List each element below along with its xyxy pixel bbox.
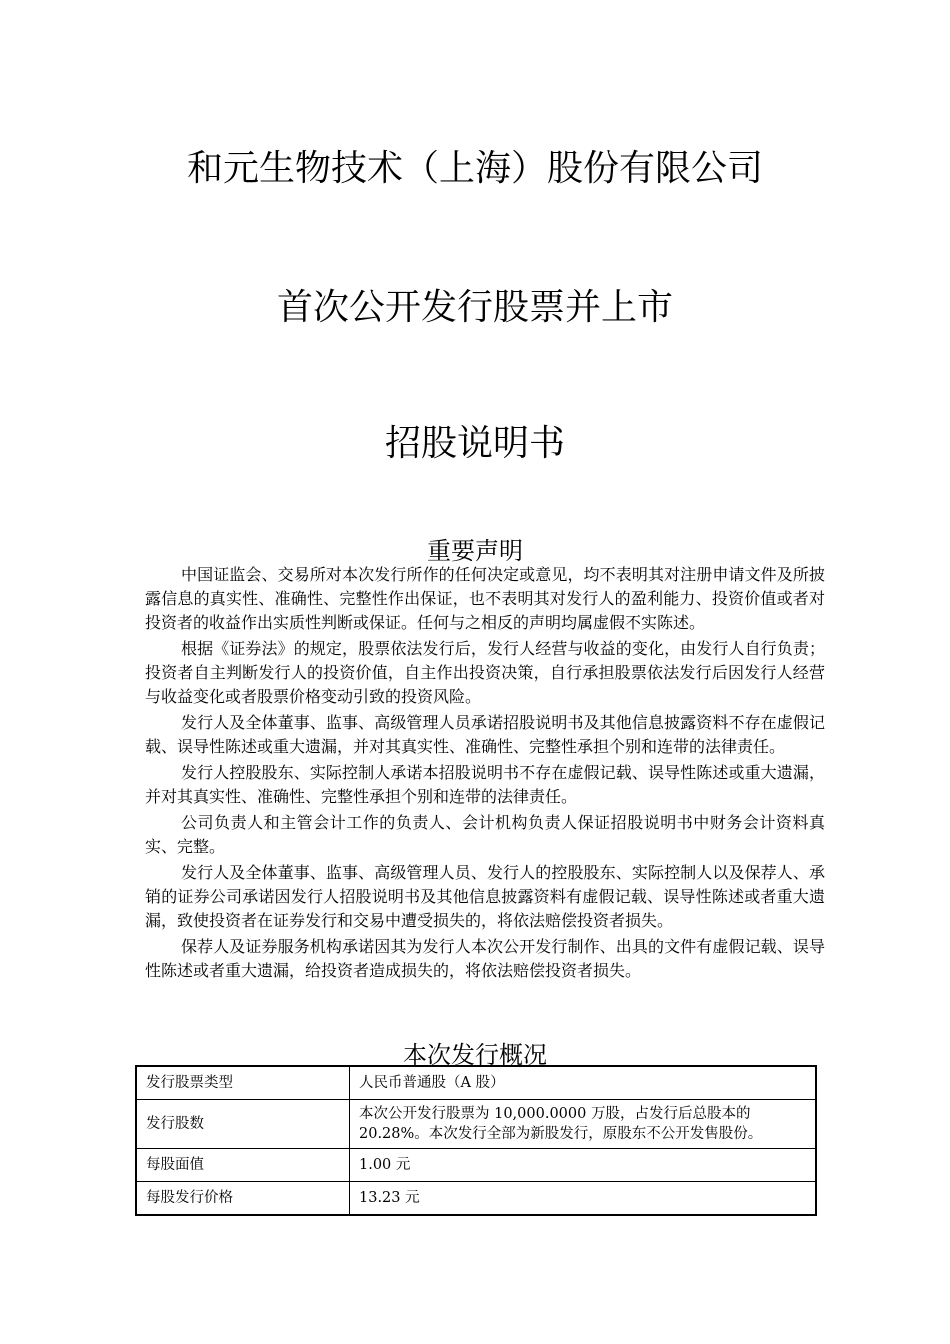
table-label-cell: 每股面值 [136, 1149, 350, 1182]
overview-heading: 本次发行概况 [403, 1041, 547, 1069]
table-value-cell: 1.00 元 [350, 1149, 817, 1182]
table-value-cell: 13.23 元 [350, 1182, 817, 1216]
table-row [136, 1182, 816, 1216]
declaration-paragraph: 发行人控股股东、实际控制人承诺本招股说明书不存在虚假记载、误导性陈述或重大遗漏，并对其真实性、准确性、完整性承担个别和连带的法律责任。 [145, 763, 825, 806]
table-label-cell: 发行股票类型 [136, 1066, 350, 1100]
table-label-cell: 每股发行价格 [136, 1182, 350, 1216]
declaration-paragraph: 发行人及全体董事、监事、高级管理人员承诺招股说明书及其他信息披露资料不存在虚假记载、误导性陈述或重大遗漏，并对其真实性、准确性、完整性承担个别和连带的法律责任。 [145, 713, 825, 756]
offering-title: 首次公开发行股票并上市 [276, 287, 673, 328]
table-value-cell: 人民币普通股（A 股） [350, 1066, 817, 1100]
table-row [136, 1100, 816, 1149]
declaration-paragraph: 保荐人及证券服务机构承诺因其为发行人本次公开发行制作、出具的文件有虚假记载、误导性陈述或者重大遗漏，给投资者造成损失的，将依法赔偿投资者损失。 [145, 937, 825, 980]
table-label-cell: 发行股数 [136, 1100, 350, 1149]
offering-overview-table [135, 1065, 817, 1216]
declaration-paragraph: 中国证监会、交易所对本次发行所作的任何决定或意见，均不表明其对注册申请文件及所披露信息的真实性、准确性、完整性作出保证，也不表明其对发行人的盈利能力、投资价值或者对投资者的收益作出实质性判断或保证。任何与之相反的声明均属虚假不实陈述。 [145, 565, 825, 632]
table-row [136, 1066, 816, 1100]
company-name-title: 和元生物技术（上海）股份有限公司 [186, 148, 763, 189]
table-row [136, 1149, 816, 1182]
declaration-paragraph: 根据《证券法》的规定，股票依法发行后，发行人经营与收益的变化，由发行人自行负责；投资者自主判断发行人的投资价值，自主作出投资决策，自行承担股票依法发行后因发行人经营与收益变化或者股票价格变动引致的投资风险。 [145, 639, 825, 706]
declaration-body [145, 563, 825, 985]
declaration-paragraph: 公司负责人和主管会计工作的负责人、会计机构负责人保证招股说明书中财务会计资料真实、完整。 [145, 813, 825, 856]
document-type-title: 招股说明书 [384, 423, 565, 464]
declaration-paragraph: 发行人及全体董事、监事、高级管理人员、发行人的控股股东、实际控制人以及保荐人、承销的证券公司承诺因发行人招股说明书及其他信息披露资料有虚假记载、误导性陈述或者重大遗漏，致使投资者在证券发行和交易中遭受损失的，将依法赔偿投资者损失。 [145, 863, 825, 930]
table-value-cell: 本次公开发行股票为 10,000.0000 万股，占发行后总股本的 20.28%。本次发行全部为新股发行，原股东不公开发售股份。 [350, 1100, 817, 1149]
declaration-heading: 重要声明 [427, 537, 523, 565]
